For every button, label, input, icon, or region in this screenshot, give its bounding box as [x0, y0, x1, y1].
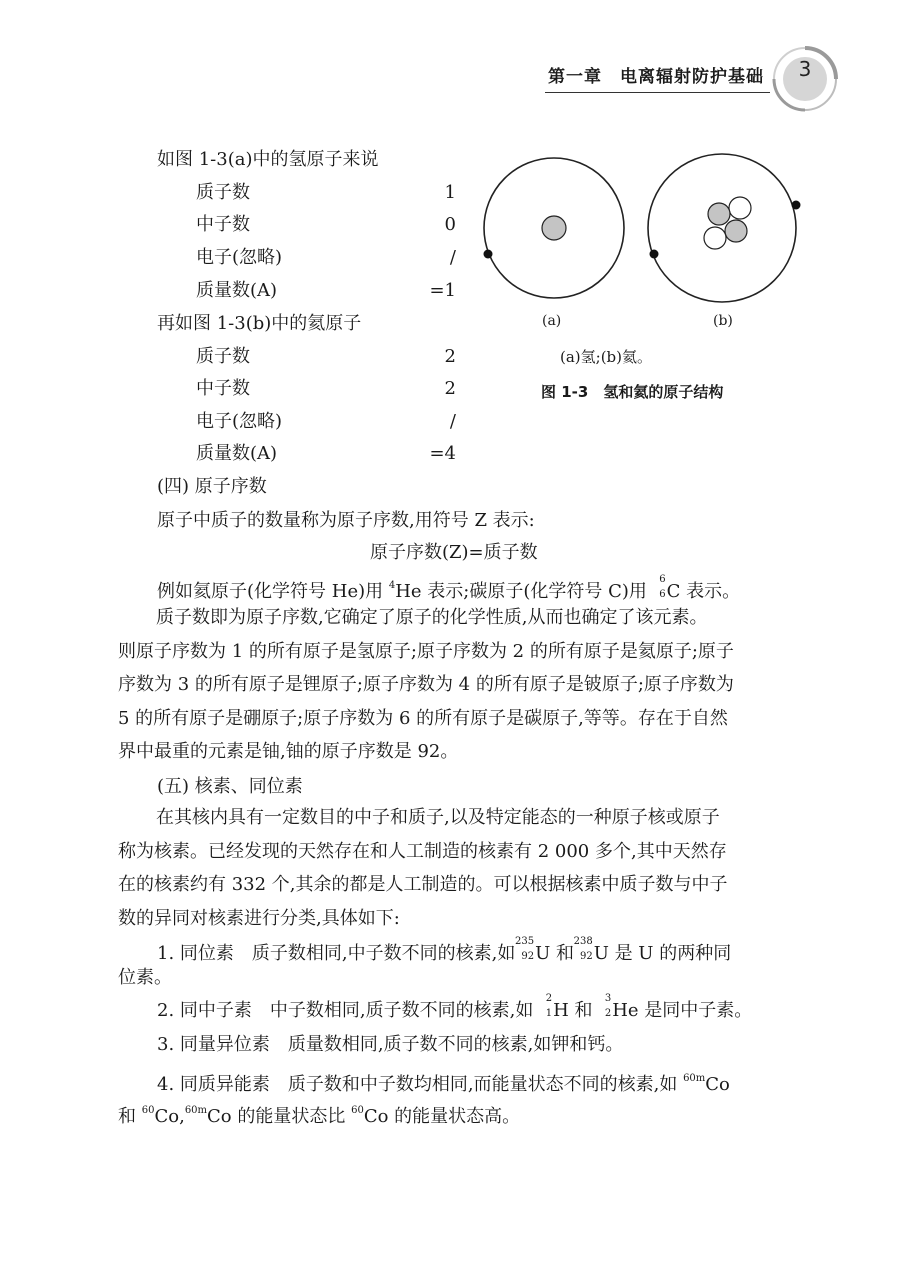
helium-proton-left [708, 203, 730, 225]
h-value-mass: =1 [429, 280, 456, 301]
figure-label-a: (a) [542, 313, 562, 329]
isobar-item: 3. 同量异位素 质量数相同,质子数不同的核素,如钾和钙。 [157, 1034, 624, 1055]
helium-electron-left [650, 250, 659, 259]
helium-proton-right [725, 220, 747, 242]
he-label-proton: 质子数 [196, 346, 250, 367]
section4-line1: 原子中质子的数量称为原子序数,用符号 Z 表示: [157, 510, 535, 531]
h-label-neutron: 中子数 [196, 214, 250, 235]
h-label-mass: 质量数(A) [196, 280, 278, 301]
figure-label-b: (b) [713, 313, 733, 329]
header-rule [545, 92, 770, 93]
hydrogen-proton [542, 216, 566, 240]
isomer-item: 4. 同质异能素 质子数和中子数均相同,而能量状态不同的核素,如 $^{60m}$Co [157, 1073, 730, 1095]
figure-subcaption: (a)氢;(b)氦。 [560, 348, 653, 366]
section4-example: 例如氦原子(化学符号 He)用 $^4$He 表示;碳原子(化学符号 C)用 6 6 C 表示。 [157, 574, 741, 602]
section4-paragraph: 质子数即为原子序数,它确定了原子的化学性质,从而也确定了该元素。 则原子序数为 1 的所有原子是氢原子;原子序数为 2 的所有原子是氦原子;原子 序数为 3 的所有原子是锂原子;原子序数为 4 的所有原子是铍原子;原子序数为 5 的所有原子是硼原子;原子序数为 6 的所有原子是碳原子,等等。存在于自然 界中最重的元素是铀,铀的原子序数是 92。 [118, 607, 734, 762]
atomic-number-formula: 原子序数(Z)=质子数 [370, 542, 538, 563]
isotone-item: 2. 同中子素 中子数相同,质子数不同的核素,如 2 1 H 和 3 2 He 是同中子素。 [157, 993, 753, 1021]
helium-intro: 再如图 1-3(b)中的氦原子 [157, 313, 362, 334]
he-label-neutron: 中子数 [196, 378, 250, 399]
h-label-electron: 电子(忽略) [196, 247, 283, 268]
helium-neutron-top [729, 197, 751, 219]
isotope-item-cont: 位素。 [118, 967, 172, 988]
section5-paragraph: 在其核内具有一定数目的中子和质子,以及特定能态的一种原子核或原子 称为核素。已经发现的天然存在和人工制造的核素有 2 000 多个,其中天然存 在的核素约有 332 个,其余的都是人工制造的。可以根据核素中质子数与中子 数的异同对核素进行分类,具体如下: [118, 807, 728, 929]
h-label-proton: 质子数 [196, 182, 250, 203]
h-value-neutron: 0 [444, 214, 456, 235]
h-value-proton: 1 [444, 182, 456, 203]
chapter-title: 第一章 电离辐射防护基础 [548, 67, 764, 87]
atom-structure-figure [470, 146, 810, 316]
isomer-item-cont: 和 $^{60}$Co,$^{60m}$Co 的能量状态比 $^{60}$Co 的能量状态高。 [118, 1105, 521, 1127]
isotope-item: 1. 同位素 质子数相同,中子数不同的核素,如 235 92 U 和 238 92 U 是 U 的两种同 [157, 936, 732, 964]
figure-caption: 图 1-3 氢和氦的原子结构 [541, 383, 724, 401]
helium-neutron-bottom [704, 227, 726, 249]
hydrogen-atom-diagram [484, 158, 625, 298]
he-value-electron: / [449, 411, 456, 432]
helium-atom-diagram [648, 154, 801, 302]
section5-heading: (五) 核素、同位素 [157, 776, 303, 797]
hydrogen-intro: 如图 1-3(a)中的氢原子来说 [157, 149, 379, 170]
h-value-electron: / [449, 247, 456, 268]
he-value-mass: =4 [429, 443, 456, 464]
page-number: 3 [798, 57, 812, 81]
he-label-mass: 质量数(A) [196, 443, 278, 464]
helium-electron-right [792, 201, 801, 210]
he-value-proton: 2 [444, 346, 456, 367]
he-value-neutron: 2 [444, 378, 456, 399]
he-label-electron: 电子(忽略) [196, 411, 283, 432]
hydrogen-electron [484, 250, 493, 259]
section4-heading: (四) 原子序数 [157, 476, 267, 497]
